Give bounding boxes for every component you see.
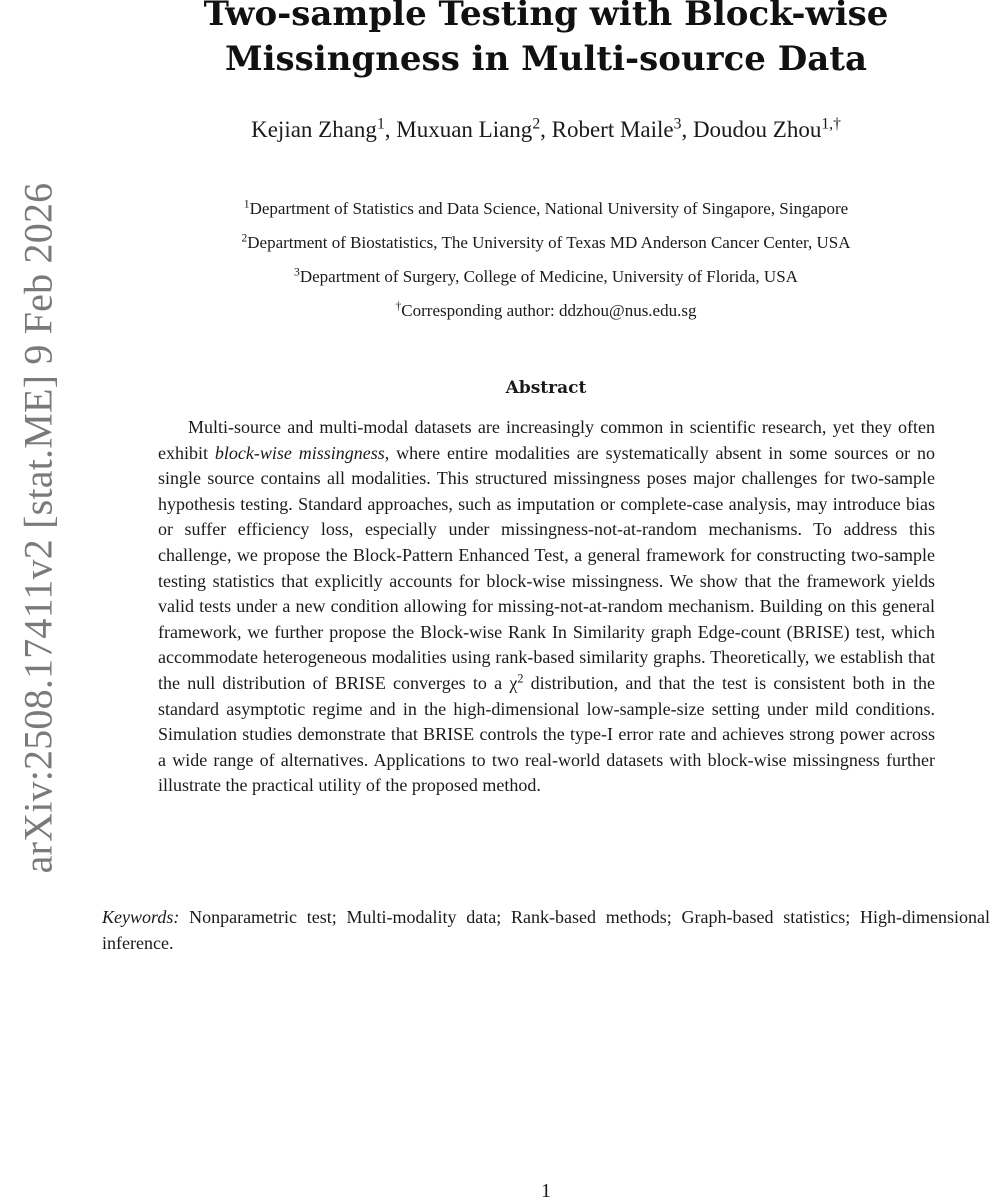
keywords: [102, 904, 990, 956]
author-name: Robert Maile: [551, 117, 674, 142]
author-affiliation-mark: 3: [673, 115, 682, 133]
keywords-label: Keywords:: [102, 907, 180, 927]
keywords-text: Nonparametric test; Multi-modality data; Rank-based methods; Graph-based statistics; High-dimensional inference.: [102, 907, 990, 953]
author-name: Muxuan Liang: [396, 117, 533, 142]
title-line-1: Two-sample Testing with Block-wise: [203, 0, 889, 34]
author-list: Kejian Zhang$^1$, Muxuan Liang$^2$, Robert Maile$^3$, Doudou Zhou$^{1,\dagger}$: [251, 115, 841, 142]
affiliation-item: $^1$Department of Statistics and Data Science, National University of Singapore, Singapore: [243, 197, 849, 218]
affiliation-item: $^3$Department of Surgery, College of Medicine, University of Florida, USA: [294, 265, 798, 286]
author-affiliation-mark: 1,†: [821, 115, 841, 133]
abstract-text: Multi-source and multi-modal datasets are increasingly common in scientific research, yet they often exhibit block-wise missingness, where entire modalities are systematically absent in some sources or no single source contains all modalities. This structured missingness poses major challenges for two-sample hypothesis testing. Standard approaches, such as imputation or complete-case analysis, may introduce bias or suffer efficiency loss, especially under missingness-not-at-random mechanisms. To address this challenge, we propose the Block-Pattern Enhanced Test, a general framework for constructing two-sample testing statistics that explicitly accounts for block-wise missingness. We show that the framework yields valid tests under a new condition allowing for missing-not-at-random mechanism. Building on this general framework, we further propose the Block-wise Rank In Similarity graph Edge-count (BRISE) test, which accommodate heterogeneous modalities using rank-based similarity graphs. Theoretically, we establish that the null distribution of BRISE converges to a $\chi^2$ distribution, and that the test is consistent both in the standard asymptotic regime and in the high-dimensional low-sample-size setting under mild conditions. Simulation studies demonstrate that BRISE controls the type-I error rate and achieves strong power across a wide range of alternatives. Applications to two real-world datasets with block-wise missingness further illustrate the practical utility of the proposed method.: [158, 417, 935, 796]
affiliation-item: $^2$Department of Biostatistics, The University of Texas MD Anderson Cancer Center, USA: [241, 231, 851, 252]
author-affiliation-mark: 1: [376, 115, 385, 133]
page-number: 1: [541, 1180, 551, 1202]
chi-squared-symbol: $\chi^2$: [509, 671, 524, 693]
affiliation-list: [100, 192, 990, 328]
paper-title: [100, 0, 990, 82]
abstract-heading: Abstract: [505, 378, 587, 398]
title-line-2: Missingness in Multi-source Data: [224, 39, 868, 79]
corresponding-author: †Corresponding author: ddzhou@nus.edu.sg: [395, 299, 697, 320]
arxiv-identifier: arXiv:2508.17411v2 [stat.ME] 9 Feb 2026: [15, 182, 61, 874]
abstract-emphasis: block-wise missingness: [214, 442, 385, 463]
author-name: Doudou Zhou: [692, 117, 822, 142]
author-name: Kejian Zhang: [251, 117, 377, 142]
author-affiliation-mark: 2: [532, 115, 541, 133]
